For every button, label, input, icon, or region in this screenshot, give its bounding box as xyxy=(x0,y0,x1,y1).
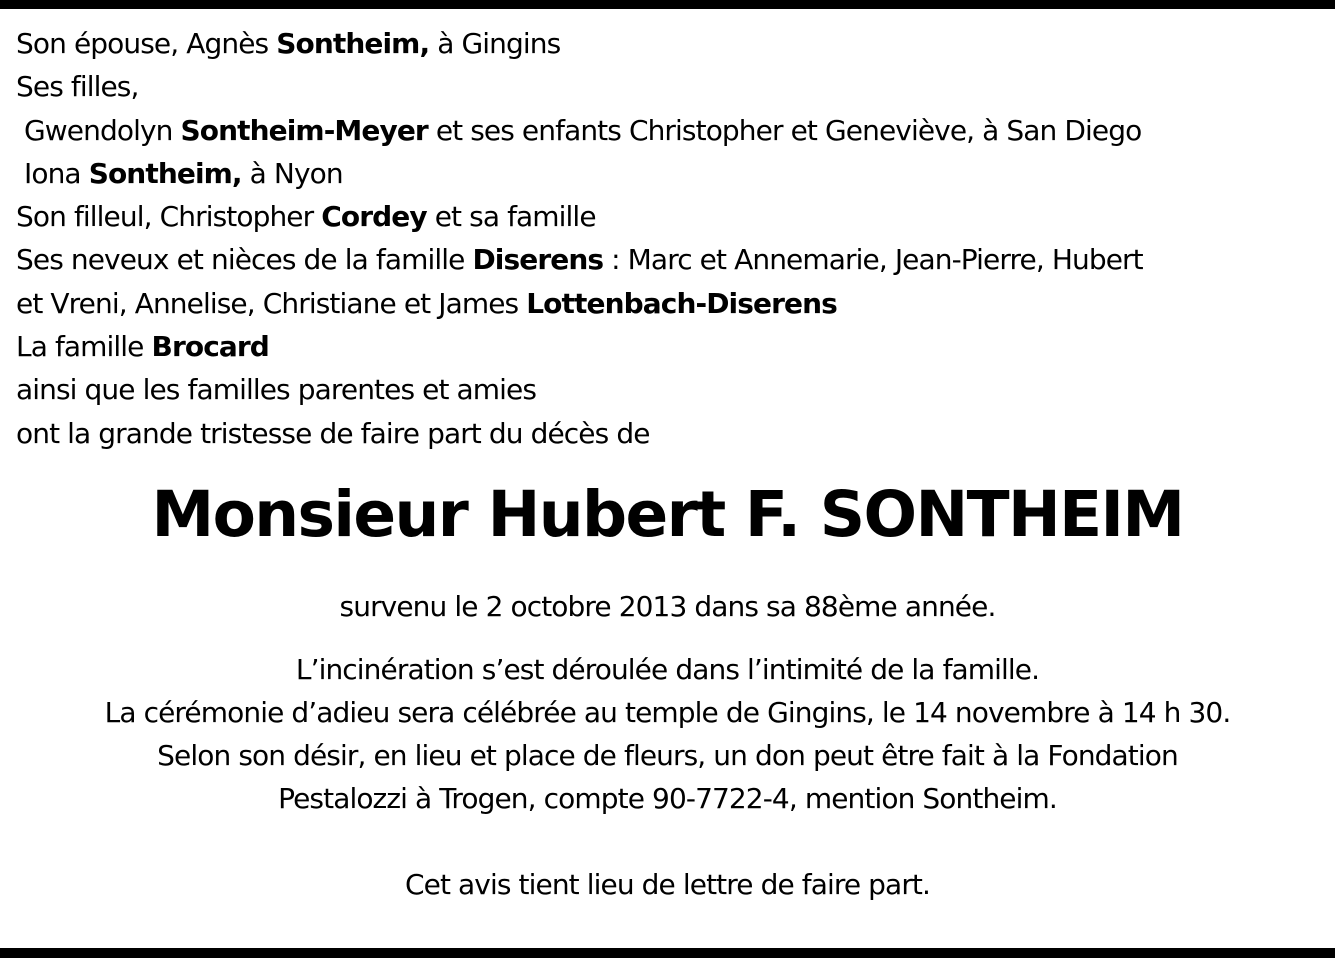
daughter-1-surname: Sontheim-Meyer xyxy=(180,113,428,147)
bottom-border-rule xyxy=(0,948,1335,958)
ceremony-line-3: Selon son désir, en lieu et place de fleurs, un don peut être fait à la Fondation xyxy=(157,738,1178,772)
family-list xyxy=(0,22,1335,455)
godson-line: Son filleul, Christopher Cordey et sa famille xyxy=(16,200,596,234)
nephews-line-2: et Vreni, Annelise, Christiane et James Lottenbach-Diserens xyxy=(16,286,837,320)
daughter-line-2: Iona Sontheim, à Nyon xyxy=(24,156,343,190)
deceased-name: Monsieur Hubert F. SONTHEIM xyxy=(151,477,1184,551)
ceremony-details xyxy=(0,648,1335,820)
brocard-family-name: Brocard xyxy=(151,330,269,364)
ceremony-line-2: La cérémonie d’adieu sera célébrée au temple de Gingins, le 14 novembre à 14 h 30. xyxy=(104,695,1231,729)
wife-line: Son épouse, Agnès Sontheim, à Gingins xyxy=(16,27,561,60)
godson-surname: Cordey xyxy=(321,200,427,234)
daughter-2-surname: Sontheim, xyxy=(88,156,242,190)
ceremony-line-4: Pestalozzi à Trogen, compte 90-7722-4, mention Sontheim. xyxy=(278,781,1057,815)
ceremony-line-1: L’incinération s’est déroulée dans l’intimité de la famille. xyxy=(295,652,1040,686)
date-of-death-line: survenu le 2 octobre 2013 dans sa 88ème année. xyxy=(339,589,996,623)
closing-note: Cet avis tient lieu de lettre de faire part. xyxy=(404,867,931,901)
announce-line: ont la grande tristesse de faire part du décès de xyxy=(16,416,650,450)
daughter-line-1: Gwendolyn Sontheim-Meyer et ses enfants Christopher et Geneviève, à San Diego xyxy=(24,113,1142,147)
wife-surname: Sontheim, xyxy=(276,27,430,60)
daughters-intro: Ses filles, xyxy=(16,70,139,104)
death-notice xyxy=(0,22,1335,906)
nephews-family-name-2: Lottenbach-Diserens xyxy=(526,286,837,320)
brocard-line: La famille Brocard xyxy=(16,330,269,364)
relatives-line: ainsi que les familles parentes et amies xyxy=(16,373,537,407)
top-border-rule xyxy=(0,0,1335,9)
nephews-family-name: Diserens xyxy=(472,243,604,277)
nephews-line-1: Ses neveux et nièces de la famille Diserens : Marc et Annemarie, Jean-Pierre, Hubert xyxy=(16,243,1143,277)
